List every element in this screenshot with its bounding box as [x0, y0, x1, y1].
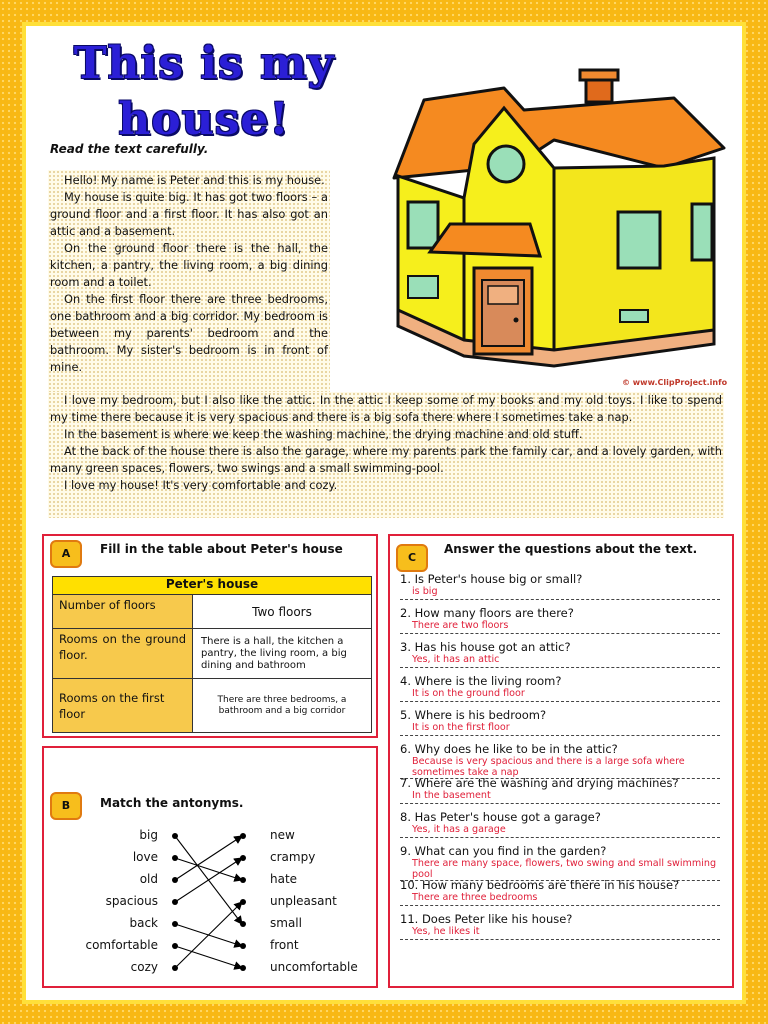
match-dot-left[interactable]	[172, 943, 178, 949]
question-item	[400, 742, 720, 779]
question-text: 3. Has his house got an attic?	[400, 640, 571, 654]
answer-field[interactable]: Because is very spacious and there is a large sofa where sometimes take a nap	[400, 756, 720, 779]
match-line	[175, 946, 242, 968]
antonym-left-word: cozy	[130, 960, 158, 974]
reading-paragraph: In the basement is where we keep the washing machine, the drying machine and old stuff.	[64, 427, 583, 441]
antonym-left-word: big	[139, 828, 158, 842]
antonym-left-word: comfortable	[85, 938, 158, 952]
reading-paragraph: On the ground floor there is the hall, the kitchen, a pantry, the living room, a big dining room and a toilet.	[50, 241, 328, 289]
exercise-a-label: A	[50, 540, 82, 568]
antonym-left-word: back	[129, 916, 158, 930]
question-item	[400, 640, 720, 668]
table-key: Rooms on the ground floor.	[53, 629, 193, 679]
antonym-left-word: old	[139, 872, 158, 886]
table-value[interactable]: There is a hall, the kitchen a pantry, the living room, a big dining and bathroom	[193, 629, 372, 679]
match-dot-right[interactable]	[240, 877, 246, 883]
question-item	[400, 810, 720, 838]
table-key: Rooms on the first floor	[53, 679, 193, 733]
match-line	[175, 858, 242, 880]
answer-field[interactable]: In the basement	[400, 790, 720, 804]
match-line	[175, 924, 242, 946]
answer-field[interactable]: Yes, he likes it	[400, 926, 720, 940]
exercise-c-box	[388, 534, 734, 988]
question-item	[400, 708, 720, 736]
match-line	[175, 836, 242, 924]
table-value[interactable]: Two floors	[193, 595, 372, 629]
exercise-a-box	[42, 534, 378, 738]
antonym-right-word: uncomfortable	[270, 960, 358, 974]
question-text: 10. How many bedrooms are there in his house?	[400, 878, 680, 892]
match-dot-left[interactable]	[172, 855, 178, 861]
reading-paragraph: I love my bedroom, but I also like the attic. In the attic I keep some of my books and my old toys. I like to spend my time there because it is very spacious and there is a big sofa there where I sometimes take a nap.	[50, 393, 722, 424]
answer-field[interactable]: There are three bedrooms	[400, 892, 720, 906]
answer-field[interactable]: There are two floors	[400, 620, 720, 634]
question-text: 4. Where is the living room?	[400, 674, 562, 688]
match-dot-left[interactable]	[172, 877, 178, 883]
match-dot-right[interactable]	[240, 855, 246, 861]
antonym-left-word: love	[132, 850, 158, 864]
reading-paragraph: Hello! My name is Peter and this is my house.	[64, 173, 325, 187]
match-dot-right[interactable]	[240, 943, 246, 949]
match-dot-left[interactable]	[172, 965, 178, 971]
reading-passage-bottom	[48, 392, 724, 518]
match-dot-right[interactable]	[240, 833, 246, 839]
answer-field[interactable]: Yes, it has an attic	[400, 654, 720, 668]
exercise-b-title: Match the antonyms.	[100, 796, 244, 810]
match-line	[175, 858, 242, 902]
house-illustration	[354, 48, 738, 378]
antonym-right-word: front	[270, 938, 299, 952]
exercise-a-title: Fill in the table about Peter's house	[100, 542, 343, 556]
antonym-right-word: new	[270, 828, 295, 842]
question-text: 7. Where are the washing and drying machines?	[400, 776, 679, 790]
reading-paragraph: On the first floor there are three bedrooms, one bathroom and a big corridor. My bedroom is between my parents' bedroom and the bathroom. My sister's bedroom is in front of mine.	[50, 292, 328, 374]
answer-field[interactable]: Yes, it has a garage	[400, 824, 720, 838]
peter-house-table	[52, 576, 372, 733]
antonym-left-word: spacious	[105, 894, 158, 908]
reading-paragraph: At the back of the house there is also the garage, where my parents park the family car, and a lovely garden, with many green spaces, flowers, two swings and a small swimming-pool.	[50, 444, 722, 475]
image-credit: © www.ClipProject.info	[622, 378, 728, 387]
match-line	[175, 836, 242, 880]
question-item	[400, 572, 720, 600]
exercise-c-title: Answer the questions about the text.	[444, 542, 698, 556]
answer-field[interactable]: It is on the first floor	[400, 722, 720, 736]
match-dot-right[interactable]	[240, 899, 246, 905]
question-text: 8. Has Peter's house got a garage?	[400, 810, 601, 824]
question-item	[400, 878, 720, 906]
question-item	[400, 674, 720, 702]
question-text: 9. What can you find in the garden?	[400, 844, 607, 858]
worksheet-title: This is my house!	[73, 38, 335, 145]
match-dot-right[interactable]	[240, 965, 246, 971]
antonym-right-word: hate	[270, 872, 298, 886]
match-dot-left[interactable]	[172, 921, 178, 927]
question-item	[400, 776, 720, 804]
match-dot-right[interactable]	[240, 921, 246, 927]
table-value[interactable]: There are three bedrooms, a bathroom and a big corridor	[193, 679, 372, 733]
reading-instruction: Read the text carefully.	[50, 142, 209, 156]
table-key: Number of floors	[53, 595, 193, 629]
question-text: 11. Does Peter like his house?	[400, 912, 573, 926]
table-header: Peter's house	[53, 577, 372, 595]
antonym-right-word: small	[270, 916, 302, 930]
question-item	[400, 606, 720, 634]
antonym-right-word: crampy	[270, 850, 316, 864]
answer-field[interactable]: It is on the ground floor	[400, 688, 720, 702]
worksheet-page	[22, 22, 746, 1004]
answer-field[interactable]: is big	[400, 586, 720, 600]
question-text: 6. Why does he like to be in the attic?	[400, 742, 618, 756]
question-text: 5. Where is his bedroom?	[400, 708, 547, 722]
question-text: 2. How many floors are there?	[400, 606, 574, 620]
exercise-c-label: C	[396, 544, 428, 572]
reading-passage-top	[48, 170, 330, 392]
antonym-right-word: unpleasant	[270, 894, 337, 908]
match-line	[175, 902, 242, 968]
reading-paragraph: My house is quite big. It has got two floors – a ground floor and a first floor. It has also got an attic and a basement.	[50, 190, 328, 238]
question-text: 1. Is Peter's house big or small?	[400, 572, 583, 586]
exercise-b-box	[42, 746, 378, 988]
answer-field[interactable]: There are many space, flowers, two swing and small swimming pool	[400, 858, 720, 881]
reading-paragraph: I love my house! It's very comfortable and cozy.	[64, 478, 338, 492]
question-item	[400, 844, 720, 881]
match-dot-left[interactable]	[172, 899, 178, 905]
match-dot-left[interactable]	[172, 833, 178, 839]
question-item	[400, 912, 720, 940]
exercise-b-label: B	[50, 792, 82, 820]
